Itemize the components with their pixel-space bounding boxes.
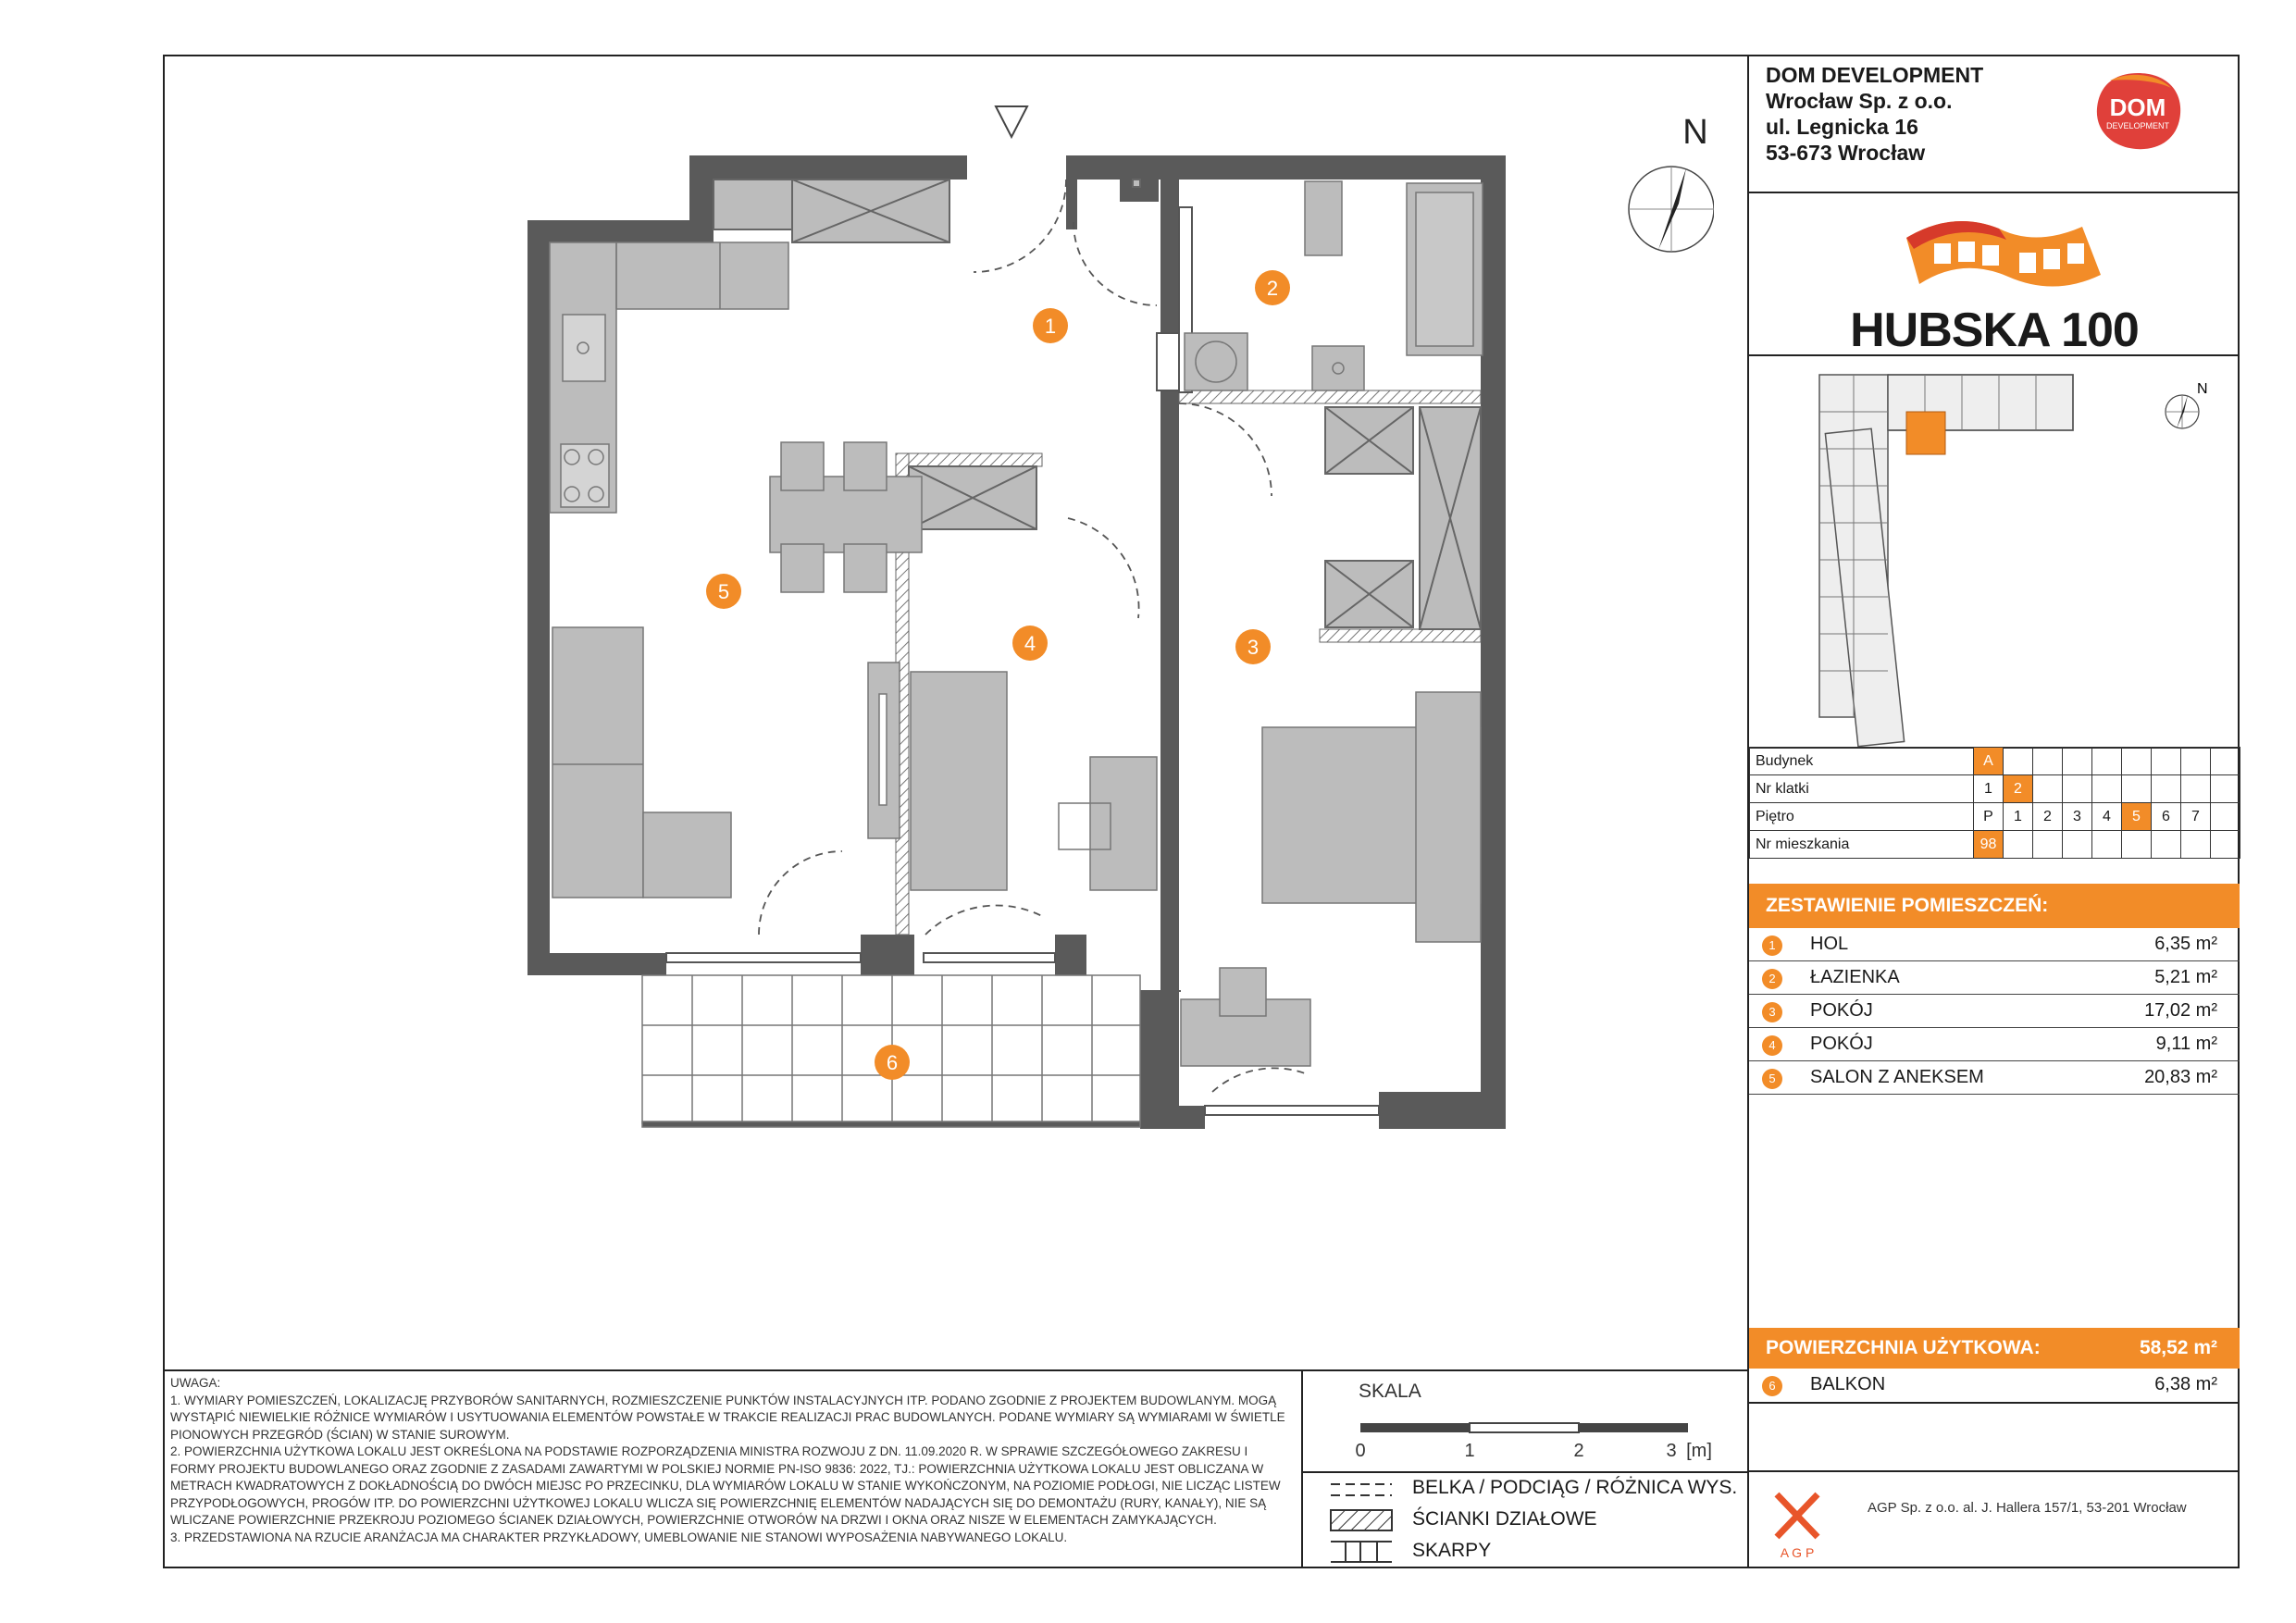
scale-label: SKALA xyxy=(1359,1381,1421,1402)
usable-area-value: 58,52 m² xyxy=(2139,1337,2217,1358)
room-row-5 xyxy=(1749,1061,2240,1095)
room-num: 4 xyxy=(1762,1035,1782,1056)
architect-box xyxy=(1749,1470,2240,1570)
pietro-4: 4 xyxy=(2092,803,2122,831)
room-row-1 xyxy=(1749,928,2240,961)
row-mieszkanie xyxy=(1750,831,2240,859)
pietro-2: 2 xyxy=(2033,803,2063,831)
klatka-2: 2 xyxy=(2004,775,2033,803)
room-num: 2 xyxy=(1762,969,1782,989)
apartment-info-table xyxy=(1749,747,2240,859)
floor-plan xyxy=(165,56,1749,1370)
scale-box xyxy=(1303,1369,1747,1471)
room-area: 5,21 m² xyxy=(2154,967,2217,987)
klatka-1: 1 xyxy=(1974,775,2004,803)
room-num: 3 xyxy=(1762,1002,1782,1022)
key-plan xyxy=(1749,356,2240,749)
pietro-label: Piętro xyxy=(1750,803,1974,831)
svg-text:DEVELOPMENT: DEVELOPMENT xyxy=(2105,121,2170,130)
developer-address xyxy=(1766,62,1983,166)
svg-text:5: 5 xyxy=(717,580,730,603)
apartment-highlight xyxy=(1906,412,1945,454)
room-area: 17,02 m² xyxy=(2144,1000,2217,1021)
pietro-p: P xyxy=(1974,803,2004,831)
agp-logo xyxy=(1768,1489,1832,1563)
row-klatka xyxy=(1750,775,2240,803)
svg-text:2: 2 xyxy=(1266,277,1279,300)
bedroom-furniture xyxy=(1181,692,1481,1066)
north-arrow xyxy=(1621,111,1714,259)
pietro-1: 1 xyxy=(2004,803,2033,831)
room-row-2 xyxy=(1749,961,2240,995)
notes-box xyxy=(163,1369,1303,1568)
room-name: POKÓJ xyxy=(1810,1000,1873,1021)
legend-beam: BELKA / PODCIĄG / RÓŻNICA WYS. xyxy=(1412,1477,1738,1498)
key-plan-box xyxy=(1749,356,2240,749)
dom-development-logo xyxy=(2091,69,2184,153)
room-badge-3 xyxy=(1235,629,1271,664)
legend-reveals: SKARPY xyxy=(1412,1540,1492,1561)
balcony-name: BALKON xyxy=(1810,1374,1886,1394)
balcony-area: 6,38 m² xyxy=(2154,1374,2217,1394)
room-area: 9,11 m² xyxy=(2155,1034,2217,1054)
room-badge-6 xyxy=(875,1045,910,1080)
ventilation-shafts xyxy=(714,180,1481,629)
svg-text:N: N xyxy=(2197,381,2208,397)
sofa xyxy=(552,627,731,898)
scale-tick-3: 3 xyxy=(1666,1441,1677,1461)
usable-area-bar xyxy=(1749,1328,2240,1369)
developer-street: ul. Legnicka 16 xyxy=(1766,115,1918,139)
svg-text:6: 6 xyxy=(886,1051,899,1074)
budynek-value: A xyxy=(1974,748,2004,775)
klatka-label: Nr klatki xyxy=(1750,775,1974,803)
room-num: 5 xyxy=(1762,1069,1782,1089)
svg-text:4: 4 xyxy=(1024,632,1036,655)
developer-box xyxy=(1749,55,2240,193)
room-badge-1 xyxy=(1033,308,1068,343)
key-plan-north xyxy=(2166,381,2208,428)
svg-text:DOM: DOM xyxy=(2109,93,2166,121)
developer-city: 53-673 Wrocław xyxy=(1766,141,1926,165)
notes-title: UWAGA: xyxy=(170,1376,221,1390)
row-pietro xyxy=(1750,803,2240,831)
pietro-6: 6 xyxy=(2152,803,2181,831)
room-badge-2 xyxy=(1255,270,1290,305)
scale-unit: [m] xyxy=(1686,1441,1712,1461)
note-2: 2. POWIERZCHNIA UŻYTKOWA LOKALU JEST OKREŚLONA NA PODSTAWIE ROZPORZĄDZENIA MINISTRA ROZWOJU Z DN. 11.09.2020 R. W SPRAWIE SZCZEGÓŁOWEGO ZAKRESU I FORMY PROJEKTU BUDOWLANEGO ORAZ ZGODNIE Z ZASADAMI ZAWARTYMI W POLSKIEJ NORMIE PN-ISO 9836: 2022, TJ.: POWIERZCHNIA UŻYTKOWA LOKALU JEST OBLICZANA W METRACH KWADRATOWYCH Z DOKŁADNOŚCIĄ DO DWÓCH MIEJSC PO PRZECINKU, DLA WYMIARÓW LOKALU W STANIE WYKOŃCZONYM, NA POZIOMIE PODŁOGI, NIE LICZĄC LISTEW PRZYPODŁOGOWYCH, PROGÓW ITP. DO POWIERZCHNI UŻYTKOWEJ LOKALU WLICZA SIĘ POWIERZCHNIĘ ELEMENTÓW NADAJĄCYCH SIĘ DO DEMONTAŻU (RURY, KANAŁY), NIE SĄ WLICZANE POWIERZCHNIE PRZEKROJU POZIOMEGO ŚCIANEK DZIAŁOWYCH, POWIERZCHNIE OTWORÓW NA DRZWI I OKNA ORAZ NISZE W ELEMENTACH ZAMYKAJĄCYCH. xyxy=(170,1444,1281,1527)
room-area: 20,83 m² xyxy=(2144,1067,2217,1087)
room-name: SALON Z ANEKSEM xyxy=(1810,1067,1984,1087)
note-1: 1. WYMIARY POMIESZCZEŃ, LOKALIZACJĘ PRZYBORÓW SANITARNYCH, ROZMIESZCZENIE PUNKTÓW INSTALACYJNYCH ITP. PODANO ZGODNIE Z PROJEKTEM BUDOWLANYM. MOGĄ WYSTĄPIĆ NIEWIELKIE RÓŻNICE WYMIARÓW I USYTUOWANIA ELEMENTÓW POWSTAŁE W TRAKCIE REALIZACJI PRAC BUDOWLANYCH. PODANE WYMIARY SĄ WYMIARAMI W ŚWIETLE PIONOWYCH PRZEGRÓD (ŚCIAN) W STANIE SUROWYM. xyxy=(170,1393,1285,1442)
room-badge-4 xyxy=(1012,626,1048,661)
room-name: HOL xyxy=(1810,934,1849,954)
note-3: 3. PRZEDSTAWIONA NA RZUCIE ARANŻACJA MA CHARAKTER PRZYKŁADOWY, UMEBLOWANIE NIE STANOWI WYPOSAŻENIA NABYWANEGO LOKALU. xyxy=(170,1530,1068,1544)
film-strip-logo xyxy=(1897,210,2110,303)
north-letter: N xyxy=(1682,113,1708,152)
scale-tick-2: 2 xyxy=(1573,1441,1584,1461)
room-name: POKÓJ xyxy=(1810,1034,1873,1054)
pietro-3: 3 xyxy=(2063,803,2092,831)
legend-walls: ŚCIANKI DZIAŁOWE xyxy=(1412,1508,1597,1530)
pietro-5: 5 xyxy=(2122,803,2152,831)
pietro-7: 7 xyxy=(2181,803,2211,831)
balcony-num: 6 xyxy=(1762,1376,1782,1396)
legend-box xyxy=(1303,1471,1747,1568)
partition-symbol xyxy=(1331,1510,1392,1530)
beam-symbol xyxy=(1331,1484,1392,1495)
bathroom-fixtures xyxy=(1185,181,1483,390)
svg-text:1: 1 xyxy=(1044,315,1057,338)
mieszkanie-label: Nr mieszkania xyxy=(1750,831,1974,859)
title-block xyxy=(1747,55,2240,1568)
project-title: HUBSKA 100 xyxy=(1850,304,2139,357)
rooms-header: ZESTAWIENIE POMIESZCZEŃ: xyxy=(1749,884,2240,928)
svg-text:A G P: A G P xyxy=(1780,1545,1815,1560)
architect-address: AGP Sp. z o.o. al. J. Hallera 157/1, 53-201 Wrocław xyxy=(1868,1500,2187,1516)
developer-company: Wrocław Sp. z o.o. xyxy=(1766,89,1953,113)
usable-area-label: POWIERZCHNIA UŻYTKOWA: xyxy=(1766,1337,2041,1358)
scale-bar xyxy=(1303,1371,1747,1471)
room-name: ŁAZIENKA xyxy=(1810,967,1900,987)
budynek-label: Budynek xyxy=(1750,748,1974,775)
mieszkanie-value: 98 xyxy=(1974,831,2004,859)
entrance-marker xyxy=(996,106,1027,137)
room-row-4 xyxy=(1749,1028,2240,1061)
room-row-3 xyxy=(1749,995,2240,1028)
row-budynek xyxy=(1750,748,2240,775)
scale-tick-0: 0 xyxy=(1355,1441,1366,1461)
kitchen-counter xyxy=(550,242,788,513)
reveal-symbol xyxy=(1331,1542,1392,1562)
scale-tick-1: 1 xyxy=(1464,1441,1475,1461)
project-box xyxy=(1749,193,2240,356)
room-area: 6,35 m² xyxy=(2154,934,2217,954)
room-badge-5 xyxy=(706,574,741,609)
room4-furniture xyxy=(868,663,1157,890)
balcony-row xyxy=(1749,1369,2240,1404)
developer-name: DOM DEVELOPMENT xyxy=(1766,63,1984,87)
room-num: 1 xyxy=(1762,935,1782,956)
svg-text:3: 3 xyxy=(1247,636,1260,659)
legend-symbols xyxy=(1303,1473,1405,1569)
